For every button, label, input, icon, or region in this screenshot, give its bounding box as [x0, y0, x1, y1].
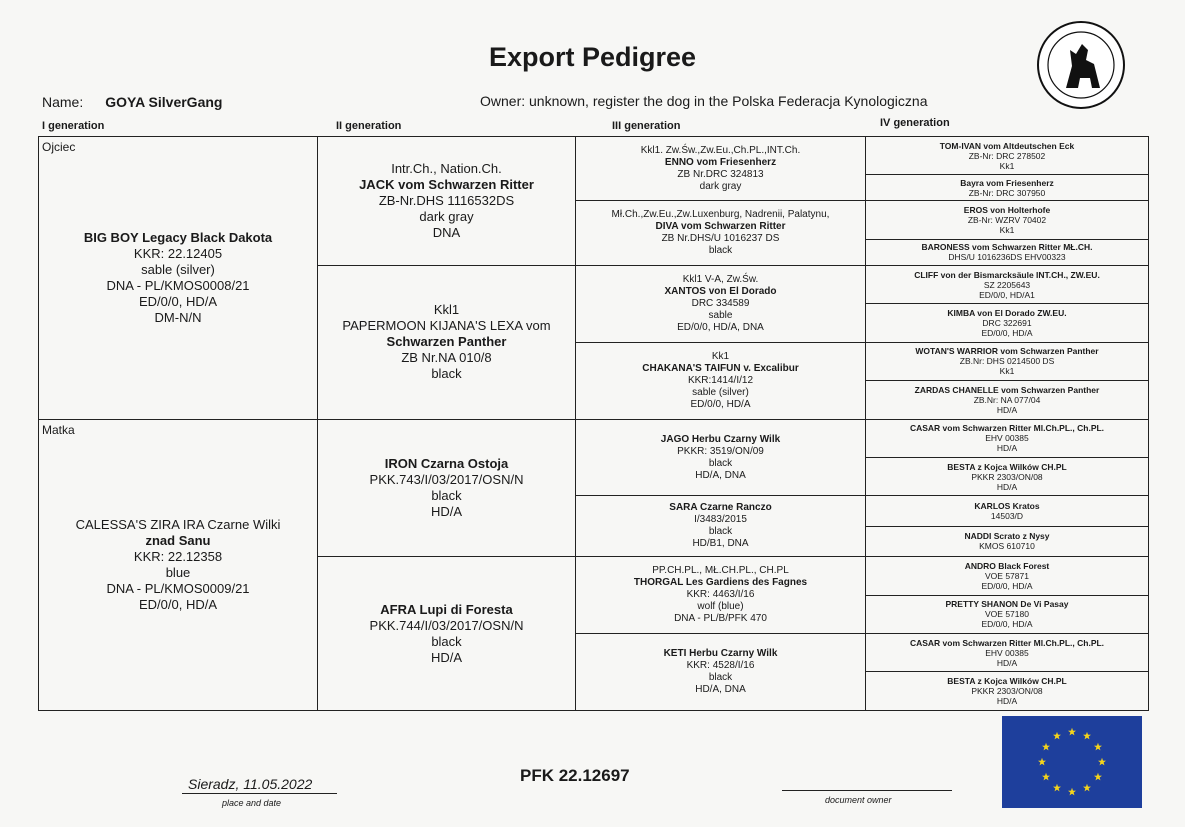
pedigree-line: PKK.743/I/03/2017/OSN/N [369, 471, 524, 487]
gen4-cell [866, 137, 1149, 175]
pedigree-line: sable (silver) [141, 261, 215, 277]
gen2-cell [318, 137, 576, 266]
pedigree-line: KKR: 22.12358 [133, 548, 223, 564]
gen4-cell [866, 201, 1149, 239]
pedigree-line: black [431, 366, 462, 382]
dam-cell [39, 419, 318, 710]
gen3-cell [576, 342, 866, 419]
pedigree-line: ENNO vom Friesenherz [664, 156, 777, 168]
pedigree-line: HD/A [996, 696, 1018, 707]
pedigree-line: znad Sanu [145, 532, 211, 548]
pedigree-line: ED/0/0, HD/A [981, 619, 1033, 630]
pedigree-line: PKKR 2303/ON/08 [971, 686, 1043, 697]
pedigree-line: Kk1 [999, 366, 1015, 377]
gen-header-2: II generation [336, 120, 402, 132]
dam-label: Matka [42, 422, 75, 437]
gen4-cell [866, 557, 1149, 595]
pedigree-line: XANTOS von El Dorado [664, 285, 777, 297]
pedigree-line: KMOS 610710 [979, 541, 1035, 552]
pedigree-line: dark gray [419, 208, 474, 224]
name-label: Name: [42, 94, 84, 110]
pedigree-line: DNA - PL/KMOS0008/21 [106, 277, 250, 293]
pedigree-line: dark gray [699, 180, 742, 192]
sire-cell [39, 137, 318, 420]
owner-text: Owner: unknown, register the dog in the Polska Federacja Kynologiczna [480, 93, 928, 109]
dog-name: GOYA SilverGang [105, 94, 223, 110]
document-owner-line [782, 790, 952, 791]
gen4-cell [866, 265, 1149, 303]
pedigree-line: black [708, 526, 733, 538]
pedigree-line: DIVA vom Schwarzen Ritter [655, 221, 786, 233]
page-title: Export Pedigree [488, 42, 697, 72]
pedigree-line: sable [708, 309, 733, 321]
pedigree-line: EROS von Holterhofe [963, 205, 1051, 216]
gen3-cell [576, 419, 866, 496]
pedigree-line: JACK vom Schwarzen Ritter [359, 176, 534, 192]
place-date-line [182, 793, 337, 794]
pedigree-table [38, 136, 1149, 711]
gen4-cell [866, 342, 1149, 380]
pedigree-line: KETI Herbu Czarny Wilk [663, 648, 778, 659]
gen-header-1: I generation [42, 120, 105, 132]
pedigree-line: black [708, 245, 733, 257]
pedigree-line: ZB-Nr: WZRV 70402 [967, 215, 1047, 226]
gen4-cell [866, 239, 1149, 265]
pedigree-line: ZB Nr.DRC 324813 [677, 168, 764, 180]
pedigree-line: DNA - PL/KMOS0009/21 [106, 580, 250, 596]
gen-header-4: IV generation [880, 117, 950, 129]
pedigree-line: I/3483/2015 [694, 514, 747, 526]
pedigree-line: PP.CH.PL., MŁ.CH.PL., CH.PL [652, 565, 789, 577]
pedigree-line: Bayra vom Friesenherz [960, 177, 1054, 188]
sire-details [39, 230, 317, 326]
pedigree-line: KKR: 22.12405 [133, 245, 223, 261]
pedigree-line: HD/A [430, 649, 463, 665]
gen4-cell [866, 496, 1149, 526]
pedigree-line: BARONESS vom Schwarzen Ritter MŁ.CH. [921, 242, 1093, 253]
pedigree-line: HD/A, DNA [695, 469, 746, 481]
pedigree-line: Kk1 [999, 225, 1015, 236]
pedigree-line: black [431, 633, 462, 649]
pedigree-line: Schwarzen Panther [386, 334, 507, 350]
pedigree-line: VOE 57180 [985, 609, 1029, 620]
gen4-cell [866, 175, 1149, 201]
pedigree-line: VOE 57871 [985, 570, 1029, 581]
pedigree-line: BESTA z Kojca Wilków CH.PL [947, 676, 1067, 687]
pedigree-line: Kkl1 V-A, Zw.Św. [682, 273, 759, 285]
pedigree-line: KKR: 4528/I/16 [686, 660, 755, 671]
dam-details [39, 517, 317, 613]
pedigree-line: ED/0/0, HD/A [138, 293, 218, 309]
pedigree-line: DNA [432, 224, 461, 240]
pedigree-line: Intr.Ch., Nation.Ch. [391, 160, 502, 176]
pedigree-line: JAGO Herbu Czarny Wilk [660, 433, 781, 445]
pedigree-line: Kk1 [711, 350, 730, 362]
pedigree-line: SARA Czarne Ranczo [669, 502, 772, 514]
pedigree-line: DHS/U 1016236DS EHV00323 [948, 252, 1066, 263]
pedigree-line: ED/0/0, HD/A [690, 398, 751, 410]
pedigree-line: ZB.Nr: NA 077/04 [973, 394, 1041, 405]
pedigree-line: KARLOS Kratos [974, 501, 1040, 512]
pedigree-line: black [708, 672, 733, 683]
gen4-cell [866, 419, 1149, 457]
gen3-cell [576, 265, 866, 342]
pedigree-line: IRON Czarna Ostoja [384, 455, 509, 471]
pedigree-line: CASAR vom Schwarzen Ritter Ml.Ch.PL., Ch.PL. [909, 423, 1105, 434]
gen2-cell [318, 419, 576, 557]
pedigree-line: ZARDAS CHANELLE vom Schwarzen Panther [914, 384, 1100, 395]
gen4-cell [866, 672, 1149, 711]
gen4-cell [866, 381, 1149, 419]
pedigree-line: NADDI Scrato z Nysy [964, 531, 1050, 542]
gen4-cell [866, 595, 1149, 633]
pedigree-line: PRETTY SHANON De Vi Pasay [945, 599, 1069, 610]
place-date-label: place and date [222, 798, 282, 808]
pedigree-line: PKK.744/I/03/2017/OSN/N [369, 617, 524, 633]
pedigree-line: HD/A, DNA [695, 684, 746, 695]
pedigree-line: PAPERMOON KIJANA'S LEXA vom [342, 318, 551, 334]
pedigree-line: DRC 334589 [691, 297, 750, 309]
gen-header-3: III generation [612, 120, 681, 132]
pedigree-line: KKR: 4463/I/16 [686, 589, 755, 601]
pedigree-line: DNA - PL/B/PFK 470 [674, 613, 767, 625]
registration-number: PFK 22.12697 [520, 766, 630, 785]
pedigree-line: blue [165, 564, 191, 580]
pedigree-line: HD/A [996, 657, 1018, 668]
gen3-cell [576, 496, 866, 557]
gen3-cell [576, 634, 866, 711]
pedigree-line: HD/A [996, 481, 1018, 492]
pedigree-line: CALESSA'S ZIRA IRA Czarne Wilki [75, 516, 281, 532]
document-owner-label: document owner [825, 795, 892, 805]
pedigree-line: DM-N/N [154, 309, 202, 325]
gen2-cell [318, 265, 576, 419]
name-line [42, 94, 222, 110]
pedigree-line: KKR:1414/I/12 [687, 374, 754, 386]
pedigree-line: CASAR vom Schwarzen Ritter Ml.Ch.PL., Ch.PL. [909, 637, 1105, 648]
gen4-cell [866, 634, 1149, 672]
pedigree-line: ZB-Nr: DRC 278502 [968, 150, 1046, 161]
pedigree-line: 14503/D [990, 511, 1024, 522]
gen4-cell [866, 526, 1149, 556]
pedigree-line: black [431, 487, 462, 503]
gen2-cell [318, 557, 576, 711]
pedigree-line: HD/B1, DNA [692, 538, 749, 550]
pedigree-line: wolf (blue) [697, 601, 744, 613]
pedigree-line: BESTA z Kojca Wilków CH.PL [947, 461, 1067, 472]
pedigree-line: ED/0/0, HD/A1 [979, 289, 1035, 300]
sire-label: Ojciec [42, 140, 76, 154]
pedigree-line: THORGAL Les Gardiens des Fagnes [633, 577, 808, 589]
place-date-value: Sieradz, 11.05.2022 [188, 776, 313, 792]
pedigree-line: ZB-Nr: DRC 307950 [968, 187, 1046, 198]
pedigree-line: CHAKANA'S TAIFUN v. Excalibur [642, 362, 799, 374]
pedigree-line: BIG BOY Legacy Black Dakota [83, 229, 273, 245]
pedigree-line: CLIFF von der Bismarcksäule INT.CH., ZW.EU. [914, 269, 1100, 280]
pedigree-line: ZB Nr.NA 010/8 [401, 350, 492, 366]
pfk-logo-icon [1036, 20, 1126, 110]
pedigree-line: HD/A [996, 404, 1018, 415]
pedigree-line: HD/A [996, 443, 1018, 454]
pedigree-line: TOM-IVAN vom Altdeutschen Eck [939, 140, 1075, 151]
pedigree-line: Kkl1. Zw.Św.,Zw.Eu.,Ch.PL.,INT.Ch. [640, 144, 801, 156]
pedigree-line: HD/A [430, 503, 463, 519]
gen3-cell [576, 557, 866, 634]
pedigree-line: ED/0/0, HD/A, DNA [677, 321, 764, 333]
pedigree-line: KIMBA von El Dorado ZW.EU. [947, 308, 1067, 319]
pedigree-line: Kk1 [999, 160, 1015, 171]
pedigree-line: ED/0/0, HD/A [981, 328, 1033, 339]
pedigree-line: EHV 00385 [985, 647, 1029, 658]
pedigree-line: Kkl1 [433, 302, 460, 318]
eu-flag-icon [1002, 716, 1142, 808]
pedigree-line: sable (silver) [692, 386, 749, 398]
pedigree-line: ZB.Nr: DHS 0214500 DS [959, 356, 1055, 367]
pedigree-line: black [708, 457, 733, 469]
pedigree-line: ZB Nr.DHS/U 1016237 DS [661, 233, 780, 245]
gen4-cell [866, 458, 1149, 496]
pedigree-line: Mł.Ch.,Zw.Eu.,Zw.Luxenburg, Nadrenii, Palatynu, [611, 209, 830, 221]
gen4-cell [866, 304, 1149, 342]
pedigree-line: DRC 322691 [982, 318, 1032, 329]
pedigree-line: ED/0/0, HD/A [138, 596, 218, 612]
pedigree-line: PKKR 2303/ON/08 [971, 471, 1043, 482]
pedigree-line: SZ 2205643 [983, 279, 1031, 290]
gen3-cell [576, 201, 866, 265]
pedigree-line: EHV 00385 [985, 433, 1029, 444]
pedigree-line: ZB-Nr.DHS 1116532DS [378, 192, 515, 208]
pedigree-line: ANDRO Black Forest [964, 560, 1050, 571]
pedigree-line: PKKR: 3519/ON/09 [677, 445, 764, 457]
pedigree-line: ED/0/0, HD/A [981, 580, 1033, 591]
pedigree-line: WOTAN'S WARRIOR vom Schwarzen Panther [915, 346, 1099, 357]
gen3-cell [576, 137, 866, 201]
pedigree-line: AFRA Lupi di Foresta [380, 601, 513, 617]
